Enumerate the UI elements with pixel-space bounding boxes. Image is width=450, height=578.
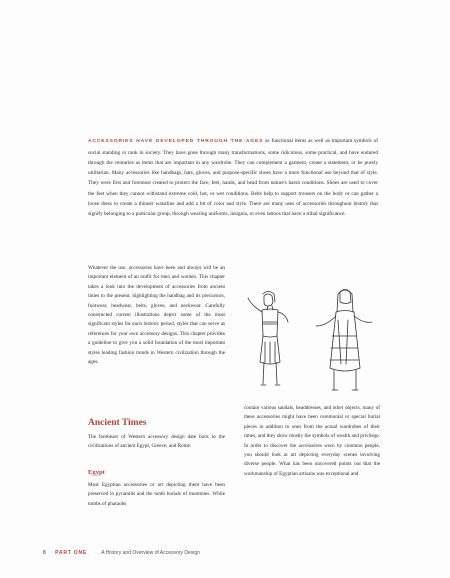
subsection-paragraph: Most Egyptian accessories or art depicting them have been preserved in pyramids and the tomb burials of mummies. While tombs of pharaohs <box>88 482 225 507</box>
footer-separator: · <box>93 550 96 556</box>
right-column-paragraph: contain various sandals, headdresses, and other objects, many of these accessories might have been ceremonial or special burial pieces in addition to ones from the actual wardrobes of their times, and they show mostly the symbols of wealth and privilege. In order to discover the accessories worn by common people, you should look at art depicting everyday scenes involving diverse people. What has been uncovered points out that the workmanship of Egyptian artisans was exceptional and <box>244 405 381 477</box>
section-heading: Ancient Times <box>88 418 147 428</box>
egyptian-figures-illustration <box>240 286 390 398</box>
section-intro-paragraph: The forebears of Western accessory design date back to the civilizations of ancient Egypt, Greece, and Rome. <box>88 434 225 450</box>
male-figure-drawing <box>248 292 288 386</box>
left-column <box>88 264 225 367</box>
footer-part-label: PART ONE <box>55 550 88 556</box>
left-column-paragraph: Whatever the use, accessories have been and always will be an important element of an outfit for men and women. This chapter takes a look into the development of accessories from ancient times to the present, highlighting the handbag and its precursors, footwear, headwear, belts, gloves, and neckwear. Carefully constructed current illustrations depict some of the most significant styles for each historic period, styles that can serve as references for your own accessory designs. This chapter provides a guideline to give you a solid foundation of the most important styles leading fashion trends in Western civilization through the ages. <box>88 265 225 366</box>
footer-title: A History and Overview of Accessory Design <box>101 550 200 556</box>
page-number: 8 <box>43 550 46 556</box>
subsection-heading: Egypt <box>88 469 105 476</box>
intro-text: as functional items as well as important symbols of social standing or rank in society. They have gone through many transformations, some ridiculous, some practical, and have endured through the centuries as items that are important in any wardrobe. They can complement a garment, create a statement, or be purely utilitarian. Many accessories like handbags, hats, gloves, and purpose-specific shoes have a more functional use beyond that of style. They were first and foremost created to protect the face, feet, hands, and head from nature's harsh conditions. Shoes are used to cover the feet when they cannot withstand extreme cold, hot, or wet conditions. Belts help to support trousers on the body or can gather a loose dress to create a thinner waistline and add a bit of color and style. There are many uses of accessories throughout history that signify belonging to a particular group, through wearing uniforms, insignia, or even tattoos that have a tribal significance. <box>88 138 378 218</box>
female-figure-drawing <box>316 290 372 391</box>
page-footer <box>43 550 343 556</box>
intro-lead-in: ACCESSORIES HAVE DEVELOPED THROUGH THE AGES <box>88 139 264 145</box>
intro-paragraph <box>88 136 378 219</box>
